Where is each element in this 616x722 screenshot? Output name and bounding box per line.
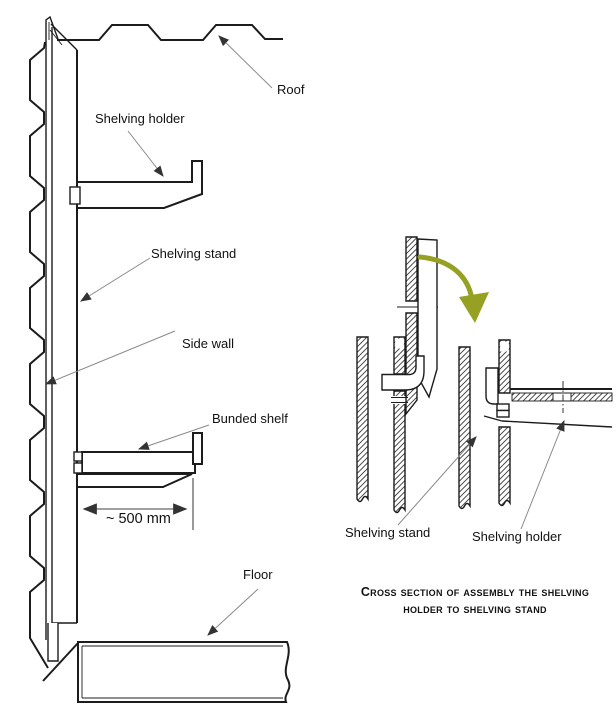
side-wall-leader	[46, 331, 175, 384]
label-cs-shelving-holder: Shelving holder	[472, 529, 562, 544]
shelf-cross-section	[502, 381, 612, 427]
wall-section-strip-2	[459, 347, 470, 509]
roof-leader	[219, 36, 272, 88]
floor-leader	[208, 589, 258, 635]
stand-foot	[48, 623, 58, 661]
label-floor: Floor	[243, 567, 273, 582]
holder-plate-section-upper	[406, 237, 417, 301]
dimension-label: ~ 500 mm	[106, 511, 171, 527]
side-wall-profile	[30, 17, 58, 668]
label-shelving-holder: Shelving holder	[95, 111, 185, 126]
wall-section-strip	[357, 337, 368, 502]
stand-section-lower-2	[499, 427, 510, 506]
caption-line-2: holder to shelving stand	[403, 602, 547, 616]
label-bunded-shelf: Bunded shelf	[212, 411, 288, 426]
shelving-holder-leader	[128, 131, 163, 176]
label-side-wall: Side wall	[182, 336, 235, 351]
cross-section-caption	[355, 584, 595, 618]
roof-profile	[57, 25, 283, 40]
shelving-stand-profile	[43, 24, 78, 681]
stand-section-lower	[394, 391, 405, 513]
label-roof: Roof	[277, 82, 305, 97]
bund-lip	[193, 433, 202, 464]
caption-line-1: Cross section of assembly the shelving	[360, 585, 590, 599]
label-cs-shelving-stand: Shelving stand	[345, 525, 431, 540]
holder-hook-engaged	[486, 368, 498, 404]
leader-lines-cross-section	[398, 421, 564, 529]
shelving-holder-bracket-upper	[70, 161, 202, 208]
label-shelving-stand: Shelving stand	[151, 246, 237, 261]
assembled-assembly	[459, 340, 612, 509]
floor-outline	[78, 642, 289, 702]
cross-section-view	[357, 237, 612, 529]
shelving-stand-leader	[81, 258, 150, 301]
cs-holder-leader	[521, 421, 564, 529]
exploded-assembly	[357, 237, 438, 513]
bunded-shelf-assembly	[74, 433, 202, 487]
